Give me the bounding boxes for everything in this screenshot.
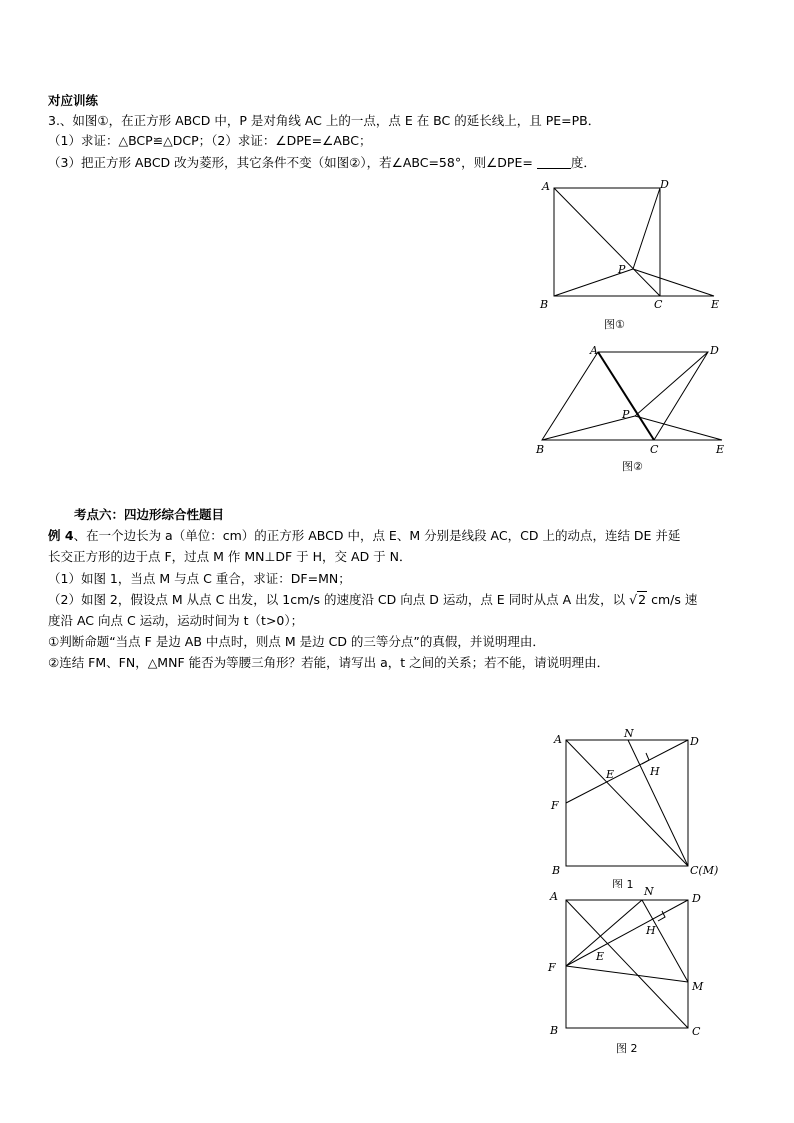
label-f: F [548,961,556,974]
segment-dp [633,188,660,269]
segment-fm [566,966,688,982]
label-f: F [551,799,559,812]
label-h: H [646,924,656,937]
segment-df [566,900,688,966]
figure-caption: 图② [622,460,643,473]
diagonal-ac [566,740,688,866]
example-text: 、在一个边长为 a（单位：cm）的正方形 ABCD 中，点 E、M 分别是线段 AC，CD 上的动点，连结 DE 并延 [73,528,681,543]
segment-pe [635,416,722,440]
q3-line-3-unit: 度． [570,155,596,170]
right-angle-mark [642,753,649,764]
label-b: B [552,864,561,877]
figure-rhombus-2 [532,340,732,480]
label-e: E [711,298,720,311]
label-m: M [692,980,704,993]
label-d: D [690,735,699,748]
figure-square-1 [536,176,726,336]
segment-mn [628,740,688,866]
label-e: E [606,768,615,781]
figure-caption: 图 2 [616,1042,638,1055]
label-h: H [650,765,660,778]
diagonal-ac [554,188,660,296]
part-2-unit: cm/s 速 [651,592,698,607]
label-a: A [554,733,562,746]
section-heading-training: 对应训练 [48,93,99,108]
q3-line-3-text: （3）把正方形 ABCD 改为菱形，其它条件不变（如图②），若∠ABC=58°，则∠DPE= [48,155,533,170]
part-2-text: （2）如图 2，假设点 M 从点 C 出发，以 1cm/s 的速度沿 CD 向点 D 运动，点 E 同时从点 A 出发，以 [48,592,626,607]
label-cm: C(M) [690,864,719,877]
label-c: C [650,443,659,456]
q3-line-2: （1）求证：△BCP≌△DCP；（2）求证：∠DPE=∠ABC； [48,133,372,148]
figure-square-fig1 [546,728,736,888]
label-n: N [644,885,654,898]
diagonal-ac [598,352,654,440]
label-d: D [710,344,719,357]
example-4-line-5: 度沿 AC 向点 C 运动，运动时间为 t（t>0）； [48,613,304,628]
segment-df [566,740,688,803]
sqrt-expression: √2 [629,592,647,607]
figure-caption: 图 1 [612,878,634,888]
label-d: D [660,178,669,191]
label-b: B [550,1024,559,1037]
label-d: D [692,892,701,905]
label-e: E [716,443,725,456]
example-4-sub-1: ①判断命题“当点 F 是边 AB 中点时，则点 M 是边 CD 的三等分点”的真假，并说明理由． [48,634,545,649]
example-label: 例 4 [48,528,74,543]
q3-line-1: 3.、如图①，在正方形 ABCD 中，P 是对角线 AC 上的一点，点 E 在 BC 的延长线上，且 PE=PB． [48,113,601,128]
label-a: A [590,344,598,357]
example-4-line-1 [48,527,680,545]
label-c: C [654,298,663,311]
q3-line-3 [48,154,596,172]
segment-dp [635,352,708,416]
label-a: A [542,180,550,193]
sqrt-radicand: 2 [638,592,647,607]
label-e: E [596,950,605,963]
label-c: C [692,1025,701,1038]
label-n: N [624,728,634,740]
example-4-line-2: 长交正方形的边于点 F，过点 M 作 MN⊥DF 于 H，交 AD 于 N． [48,549,412,564]
label-a: A [550,890,558,903]
section-heading-topic6: 考点六：四边形综合性题目 [74,507,225,522]
example-4-part-2 [48,591,697,609]
label-p: P [622,408,630,421]
diagonal-ac [566,900,688,1028]
label-p: P [618,263,626,276]
label-b: B [536,443,545,456]
figure-square-fig2 [544,882,734,1060]
segment-pe [633,269,714,296]
label-b: B [540,298,549,311]
answer-blank [537,156,571,169]
figure-caption: 图① [604,318,625,331]
example-4-sub-2: ②连结 FM、FN，△MNF 能否为等腰三角形？若能，请写出 a，t 之间的关系；若不能，请说明理由． [48,655,610,670]
example-4-part-1: （1）如图 1，当点 M 与点 C 重合，求证：DF=MN； [48,571,351,586]
